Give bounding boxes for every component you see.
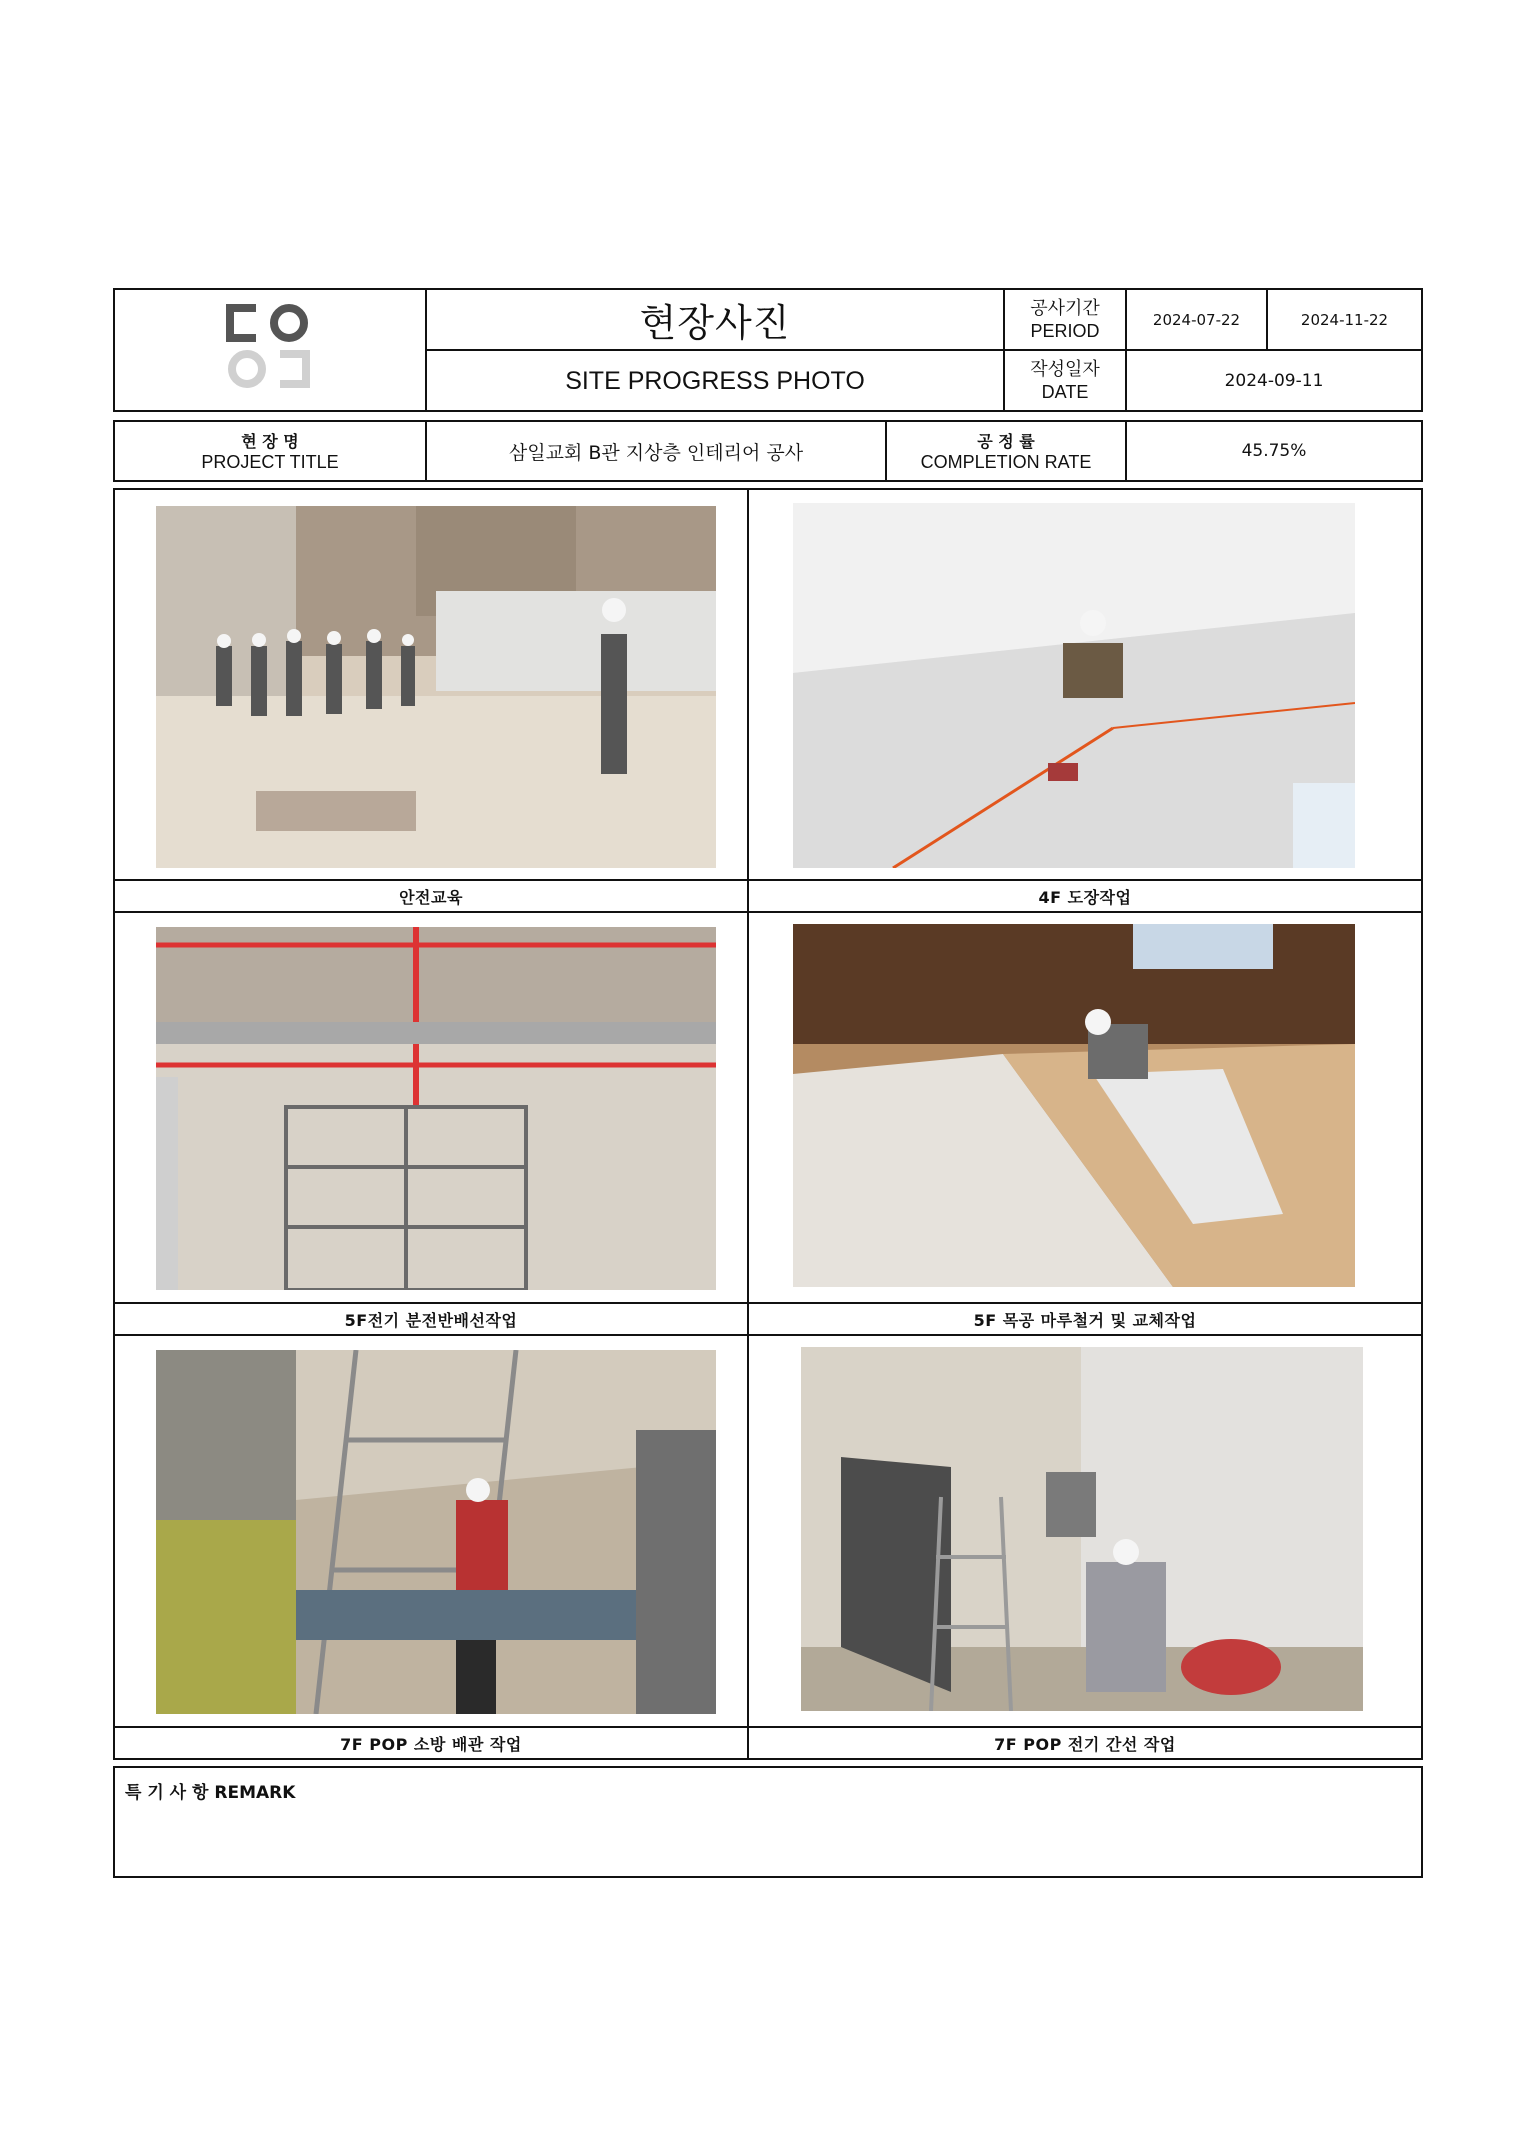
date-value: 2024-09-11 <box>1224 371 1324 391</box>
company-logo <box>222 300 314 392</box>
photo-5f-electrical <box>156 927 716 1290</box>
period-end: 2024-11-22 <box>1300 310 1389 329</box>
photo-7f-fire-piping <box>156 1350 716 1714</box>
photo-5f-flooring <box>793 924 1355 1287</box>
photo-4f-painting <box>793 503 1355 868</box>
photo-safety-training <box>156 506 716 868</box>
photo-caption: 7F POP 소방 배관 작업 <box>340 1734 522 1754</box>
remark-label: 특 기 사 항 REMARK <box>125 1783 296 1803</box>
project-title-label-en: PROJECT TITLE <box>201 452 339 472</box>
period-label-ko: 공사기간 <box>1030 297 1100 319</box>
photo-caption: 5F전기 분전반배선작업 <box>344 1310 518 1330</box>
photo-caption: 안전교육 <box>399 887 463 907</box>
date-label-en: DATE <box>1041 382 1089 402</box>
completion-rate-value: 45.75% <box>1241 441 1307 461</box>
period-label-en: PERIOD <box>1030 320 1100 341</box>
photo-7f-electrical-trunk <box>801 1347 1363 1711</box>
photo-caption: 5F 목공 마루철거 및 교체작업 <box>973 1310 1197 1330</box>
project-title-value: 삼일교회 B관 지상층 인테리어 공사 <box>508 441 804 464</box>
photo-caption: 4F 도장작업 <box>1038 887 1132 907</box>
project-title-label-ko: 현 장 명 <box>241 432 299 451</box>
page-subtitle: SITE PROGRESS PHOTO <box>565 366 865 395</box>
completion-rate-label-ko: 공 정 률 <box>977 432 1035 451</box>
page-title: 현장사진 <box>639 301 791 345</box>
completion-rate-label-en: COMPLETION RATE <box>920 452 1092 472</box>
photo-caption: 7F POP 전기 간선 작업 <box>994 1734 1176 1754</box>
date-label-ko: 작성일자 <box>1030 359 1100 380</box>
period-start: 2024-07-22 <box>1152 310 1241 329</box>
